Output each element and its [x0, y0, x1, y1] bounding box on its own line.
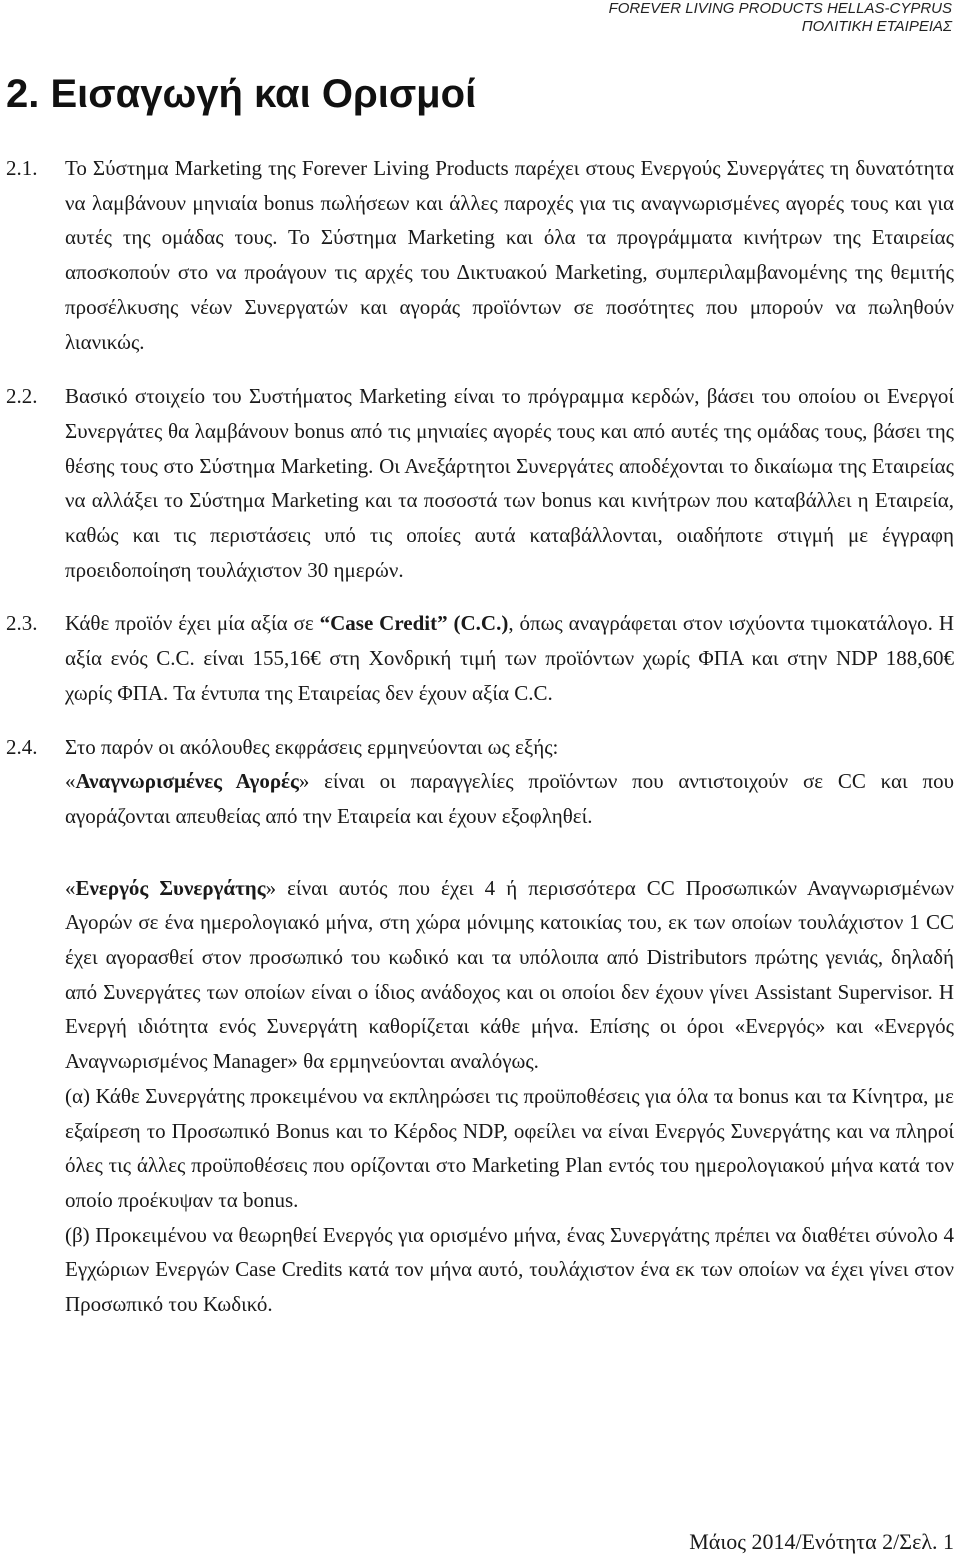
- subclause-b: (β) Προκειμένου να θεωρηθεί Ενεργός για ορισμένο μήνα, ένας Συνεργάτης πρέπει να διαθέτει σύνολο 4 Εγχώριων Ενεργών Case Credits κατά τον μήνα αυτό, τουλάχιστον ένα εκ των οποίων να έχει γίνει στον Προσωπικό του Κωδικό.: [65, 1222, 954, 1317]
- clause-2-3: [6, 606, 954, 710]
- case-credit-term: “Case Credit” (C.C.): [319, 611, 509, 636]
- definition-text: » είναι οι παραγγελίες προϊόντων που αντιστοιχούν σε CC και που αγοράζονται απευθείας από την Εταιρεία και έχουν εξοφληθεί.: [65, 769, 954, 828]
- quote-open: «: [65, 769, 76, 794]
- definition-active-partner: [65, 871, 954, 1079]
- clause-number: 2.3.: [6, 611, 38, 636]
- definition-text: » είναι αυτός που έχει 4 ή περισσότερα CC Προσωπικών Αναγνωρισμένων Αγορών σε ένα ημερολογιακό μήνα, στη χώρα μόνιμης κατοικίας του, εκ των οποίων τουλάχιστον 1 CC έχει αγορασθεί στον προσωπικό του κωδικό και τα υπόλοιπα από Distributors πρώτης γενιάς, δηλαδή από Συνεργάτες των οποίων είναι ο ίδιος ανάδοχος και οι οποίοι δεν έχουν γίνει Assistant Supervisor. Η Ενεργή ιδιότητα ενός Συνεργάτη καθορίζεται κάθε μήνα. Επίσης οι όροι «Ενεργός» και «Ενεργός Αναγνωρισμένος Manager» θα ερμηνεύονται αναλόγως.: [65, 875, 954, 1074]
- page-footer: Μάιος 2014/Ενότητα 2/Σελ. 1: [689, 1529, 954, 1554]
- header-company: FOREVER LIVING PRODUCTS HELLAS-CYPRUS: [608, 0, 952, 17]
- clause-text: Βασικό στοιχείο του Συστήματος Marketing είναι το πρόγραμμα κερδών, βάσει του οποίου οι Ενεργοί Συνεργάτες θα λαμβάνουν bonus από τις μηνιαίες αγορές τους και από αυτές της ομάδας τους, βάσει της θέσης τους στο Σύστημα Marketing. Οι Ανεξάρτητοι Συνεργάτες αποδέχονται το δικαίωμα της Εταιρείας να αλλάξει το Σύστημα Marketing και τα ποσοστά των bonus και κινήτρων που καταβάλλει η Εταιρεία, καθώς και τις περιστάσεις υπό τις οποίες αυτά καταβάλλονται, οιαδήποτε στιγμή με έγγραφη προειδοποίηση τουλάχιστον 30 ημερών.: [65, 384, 954, 582]
- header-policy: ΠΟΛΙΤΙΚΗ ΕΤΑΙΡΕΙΑΣ: [801, 18, 952, 35]
- clause-body: [65, 730, 954, 1322]
- clause-2-1: [6, 151, 954, 359]
- definition-recognized-purchases: [65, 764, 954, 833]
- clause-text: [65, 606, 954, 710]
- clause-body: [65, 606, 954, 710]
- section-title: 2. Εισαγωγή και Ορισμοί: [6, 72, 477, 116]
- subclause-a: (α) Κάθε Συνεργάτης προκειμένου να εκπληρώσει τις προϋποθέσεις για όλα τα bonus και τα Κίνητρα, με εξαίρεση το Προσωπικό Bonus και το Κέρδος NDP, οφείλει να είναι Ενεργός Συνεργάτης και να πληροί όλες τις άλλες προϋποθέσεις που ορίζονται στο Marketing Plan εντός του ημερολογιακού μήνα κατά τον οποίο προέκυψαν τα bonus.: [65, 1083, 954, 1212]
- clause-text: Το Σύστημα Marketing της Forever Living Products παρέχει στους Ενεργούς Συνεργάτες τη δυνατότητα να λαμβάνουν μηνιαία bonus πωλήσεων και άλλες παροχές για τις αναγνωρισμένες αγορές τους και για αυτές της ομάδας τους. Το Σύστημα Marketing και όλα τα προγράμματα κινήτρων της Εταιρείας αποσκοπούν στο να προάγουν τις αρχές του Δικτυακού Marketing, συμπεριλαμβανομένης της θεμιτής προσέλκυσης νέων Συνεργατών και αγοράς προϊόντων σε ποσότητες που μπορούν να πωληθούν λιανικώς.: [65, 156, 954, 354]
- clause-text-end: , όπως αναγράφεται στον ισχύοντα τιμοκατάλογο. Η αξία ενός C.C. είναι 155,16€ στη Χονδρική τιμή των προϊόντων χωρίς ΦΠΑ και στην NDP 188,60€ χωρίς ΦΠΑ. Τα έντυπα της Εταιρείας δεν έχουν αξία C.C.: [65, 611, 955, 705]
- definition-term: Αναγνωρισμένες Αγορές: [75, 769, 299, 794]
- clause-2-4: [6, 730, 954, 1322]
- clause-text-start: Κάθε προϊόν έχει μία αξία σε: [65, 611, 320, 636]
- document-body: [6, 151, 954, 1322]
- definition-term: Ενεργός Συνεργάτης: [75, 875, 266, 900]
- clause-number: 2.4.: [6, 734, 38, 759]
- clause-number: 2.1.: [6, 156, 38, 180]
- quote-open: «: [65, 875, 76, 900]
- clause-body: [65, 151, 954, 359]
- clause-intro: Στο παρόν οι ακόλουθες εκφράσεις ερμηνεύονται ως εξής:: [65, 734, 559, 759]
- clause-number: 2.2.: [6, 384, 38, 409]
- clause-2-2: [6, 379, 954, 587]
- clause-body: [65, 379, 954, 587]
- page-header: [609, 0, 952, 36]
